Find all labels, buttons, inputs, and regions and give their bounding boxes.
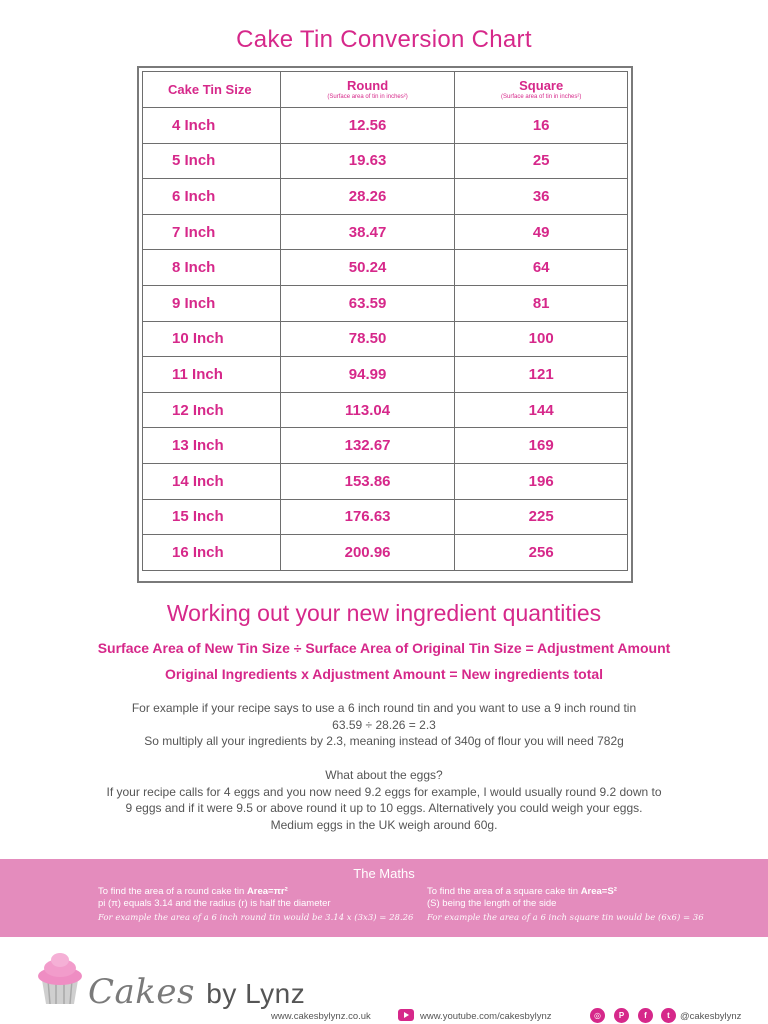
table-row [143,499,628,535]
table-row [143,392,628,428]
eggs-line-1: What about the eggs? [325,768,443,782]
cell-square: 144 [455,392,628,428]
cell-square: 64 [455,250,628,286]
maths-round-formula: Area=πr² [246,886,288,897]
cell-size: 6 Inch [143,179,281,215]
maths-square-formula: Area=S² [580,886,617,897]
header-square-label: Square [519,77,564,93]
maths-square-intro-line [427,886,704,898]
maths-title: The Maths [353,866,415,881]
maths-square [427,886,704,924]
cell-square: 256 [455,535,628,571]
cell-round: 38.47 [280,214,455,250]
cell-round: 19.63 [280,143,455,179]
cell-square: 225 [455,499,628,535]
conversion-table [137,66,633,583]
social-handle[interactable]: @cakesbylynz [680,1011,742,1022]
youtube-link[interactable]: www.youtube.com/cakesbylynz [420,1011,552,1022]
cell-size: 13 Inch [143,428,281,464]
table-row [143,463,628,499]
cell-square: 121 [455,357,628,393]
header-round [280,72,455,108]
cell-round: 176.63 [280,499,455,535]
example-line-3: So multiply all your ingredients by 2.3, meaning instead of 340g of flour you will need 782g [144,734,624,748]
maths-round-example: For example the area of a 6 inch round tin would be 3.14 x (3x3) = 28.26 [98,913,414,923]
header-size: Cake Tin Size [143,72,281,108]
eggs-paragraph [40,767,728,833]
maths-round-intro: To find the area of a round cake tin [98,886,247,897]
cell-square: 16 [455,108,628,144]
cell-round: 63.59 [280,285,455,321]
cell-size: 10 Inch [143,321,281,357]
facebook-icon[interactable]: f [638,1008,653,1023]
cell-size: 14 Inch [143,463,281,499]
cell-square: 49 [455,214,628,250]
cell-size: 4 Inch [143,108,281,144]
cell-round: 12.56 [280,108,455,144]
cell-size: 7 Inch [143,214,281,250]
table-row [143,321,628,357]
maths-round-intro-line [98,886,413,898]
example-line-1: For example if your recipe says to use a 6 inch round tin and you want to use a 9 inch round tin [131,701,637,715]
table-header-row [143,72,628,108]
table-row [143,143,628,179]
header-round-sub: (Surface area of tin in inches²) [327,93,408,100]
cell-square: 25 [455,143,628,179]
pinterest-icon[interactable]: P [614,1008,629,1023]
formula-adjustment: Surface Area of New Tin Size ÷ Surface Area of Original Tin Size = Adjustment Amount [97,640,671,656]
section-title: Working out your new ingredient quantities [166,600,602,626]
table-row [143,214,628,250]
cell-round: 132.67 [280,428,455,464]
cell-square: 100 [455,321,628,357]
cell-round: 200.96 [280,535,455,571]
cell-size: 11 Inch [143,357,281,393]
maths-square-example: For example the area of a 6 inch square tin would be (6x6) = 36 [427,913,704,923]
cell-round: 50.24 [280,250,455,286]
cell-round: 28.26 [280,179,455,215]
header-square-sub: (Surface area of tin in inches²) [501,93,582,100]
table-row [143,357,628,393]
header-square [455,72,628,108]
website-link[interactable]: www.cakesbylynz.co.uk [271,1011,371,1022]
table-row [143,108,628,144]
cell-round: 94.99 [280,357,455,393]
maths-square-intro: To find the area of a square cake tin [427,886,581,897]
cell-size: 9 Inch [143,285,281,321]
cell-square: 81 [455,285,628,321]
formula-new-total: Original Ingredients x Adjustment Amount = New ingredients total [164,666,604,682]
example-paragraph [40,700,728,750]
cell-round: 153.86 [280,463,455,499]
cell-round: 78.50 [280,321,455,357]
cell-square: 36 [455,179,628,215]
brand-logo [88,972,305,1012]
table-row [143,285,628,321]
cupcake-logo-icon [34,950,86,1006]
header-round-label: Round [346,77,389,93]
cell-size: 12 Inch [143,392,281,428]
table-row [143,179,628,215]
cell-square: 196 [455,463,628,499]
twitter-icon[interactable]: t [661,1008,676,1023]
conversion-table-grid [142,71,628,571]
cell-size: 16 Inch [143,535,281,571]
instagram-icon[interactable]: ◎ [590,1008,605,1023]
cell-size: 5 Inch [143,143,281,179]
cell-size: 8 Inch [143,250,281,286]
maths-round-line2: pi (π) equals 3.14 and the radius (r) is half the diameter [98,898,331,909]
youtube-icon [398,1009,414,1021]
cell-square: 169 [455,428,628,464]
brand-cakes: Cakes [88,972,195,1012]
eggs-line-4: Medium eggs in the UK weigh around 60g. [270,817,498,832]
eggs-line-2: If your recipe calls for 4 eggs and you now need 9.2 eggs for example, I would usually round 9.2 down to [106,784,662,799]
maths-round [98,886,413,924]
cell-round: 113.04 [280,392,455,428]
table-row [143,535,628,571]
cell-size: 15 Inch [143,499,281,535]
example-line-2: 63.59 ÷ 28.26 = 2.3 [332,717,436,732]
eggs-line-3: 9 eggs and if it were 9.5 or above round it up to 10 eggs. Alternatively you could weigh your eggs. [125,801,643,815]
table-row [143,428,628,464]
page-title: Cake Tin Conversion Chart [236,26,532,53]
brand-by: by Lynz [206,978,306,1009]
table-row [143,250,628,286]
maths-band [0,859,768,937]
maths-square-line2: (S) being the length of the side [427,898,557,909]
